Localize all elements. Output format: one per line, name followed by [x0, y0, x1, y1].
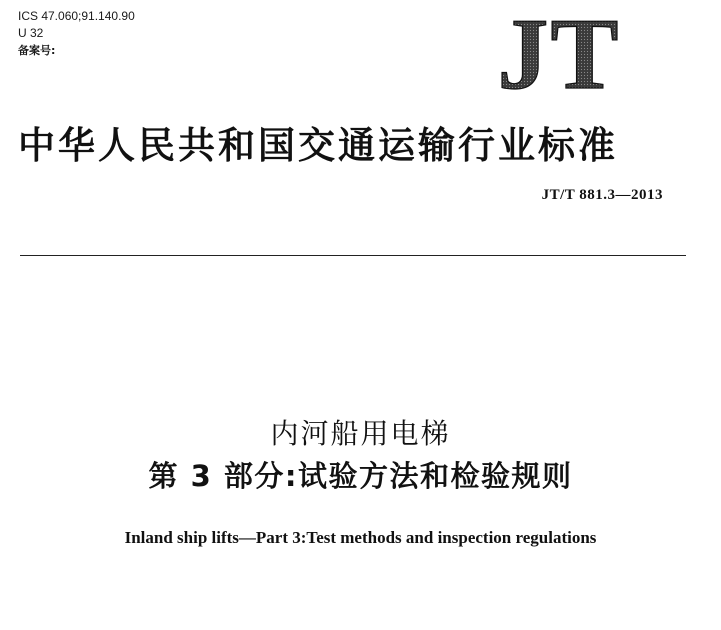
jt-logo-text: JT	[497, 8, 621, 92]
classification-code: U 32	[18, 26, 44, 40]
ics-code: ICS 47.060;91.140.90	[18, 9, 135, 23]
document-metadata	[18, 8, 135, 59]
jt-logo	[478, 8, 640, 92]
document-part-title: 第 3 部分:试验方法和检验规则	[148, 459, 573, 493]
english-title: Inland ship lifts—Part 3:Test methods and inspection regulations	[124, 528, 597, 547]
standard-number: JT/T 881.3—2013	[541, 187, 663, 203]
record-number-label: 备案号:	[18, 44, 56, 57]
horizontal-divider	[20, 255, 686, 256]
document-title: 内河船用电梯	[270, 417, 451, 450]
standard-category-title: 中华人民共和国交通运输行业标准	[18, 124, 618, 167]
